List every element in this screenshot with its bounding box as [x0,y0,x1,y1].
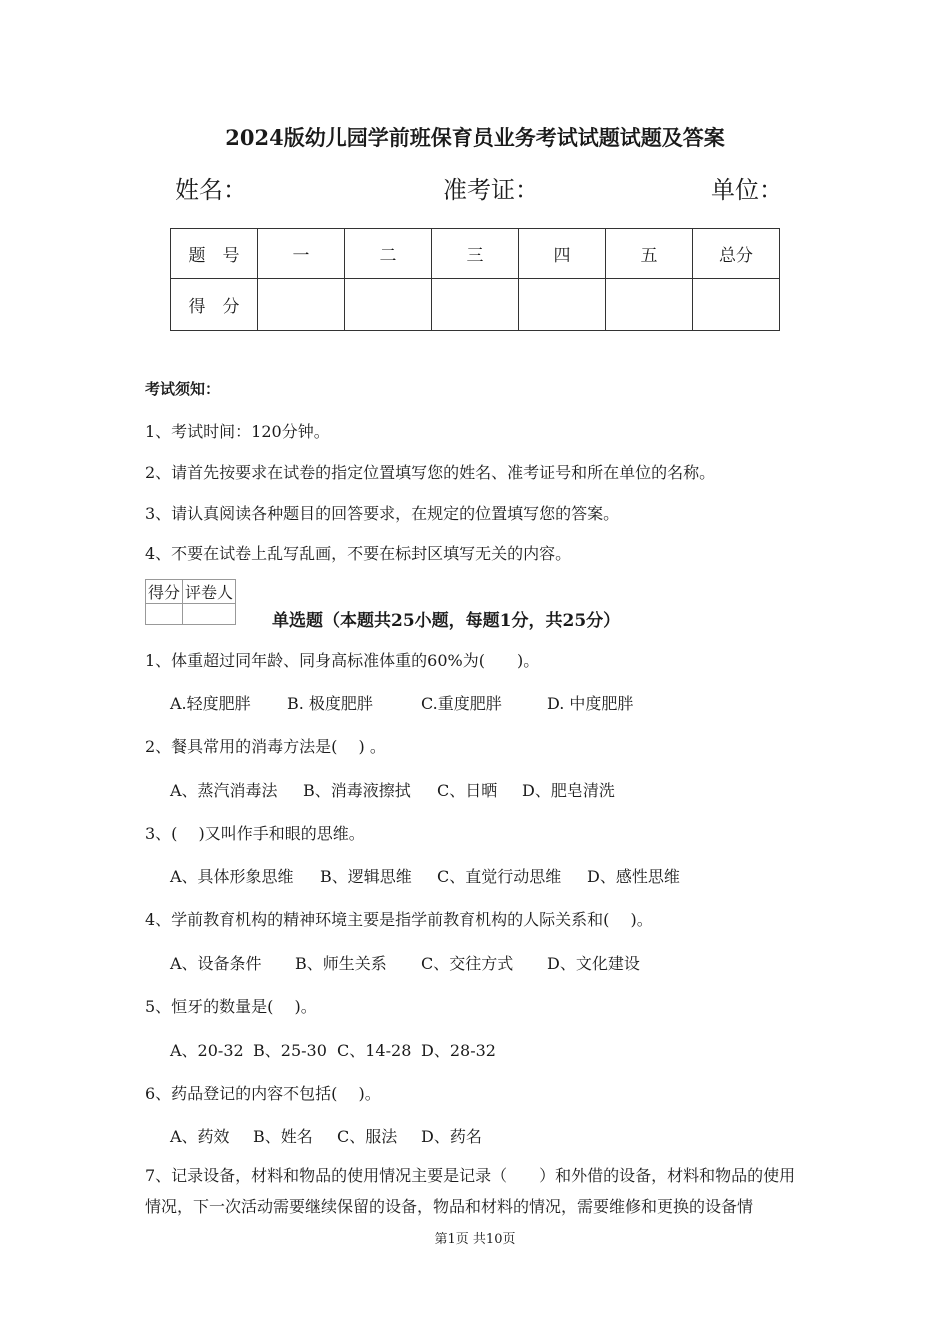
score-input-cell[interactable] [258,279,345,331]
score-row-label: 得 分 [171,279,258,331]
score-header-cell: 四 [519,229,606,279]
notice-item: 3、请认真阅读各种题目的回答要求，在规定的位置填写您的答案。 [145,504,620,523]
page-footer: 第1页 共10页 [434,1232,516,1247]
option-c[interactable]: C、日晒 [437,781,498,800]
option-a[interactable]: A、药效 [170,1127,230,1146]
question-stem: 4、学前教育机构的精神环境主要是指学前教育机构的人际关系和( )。 [145,910,653,929]
question-options [170,691,633,714]
section-title: 单选题（本题共25小题，每题1分，共25分） [272,611,621,631]
score-input-cell[interactable] [606,279,693,331]
score-table-score-row [171,279,780,331]
grader-name-cell[interactable] [183,604,236,625]
question-options [170,778,615,801]
option-a[interactable]: A、设备条件 [170,954,262,973]
question-options [170,951,640,974]
option-a[interactable]: A、具体形象思维 [170,867,294,886]
score-input-cell[interactable] [432,279,519,331]
score-header-cell: 一 [258,229,345,279]
score-input-cell[interactable] [345,279,432,331]
option-a[interactable]: A、蒸汽消毒法 [170,781,278,800]
name-label: 姓名： [175,176,247,204]
option-c[interactable]: C、交往方式 [421,954,514,973]
option-b[interactable]: B、逻辑思维 [320,867,412,886]
exam-id-label: 准考证： [443,176,539,204]
question-stem: 3、( )又叫作手和眼的思维。 [145,824,365,843]
option-a[interactable]: A、20-32 [170,1041,244,1060]
grader-score-label: 得分 [146,580,183,604]
option-d[interactable]: D、肥皂清洗 [522,781,615,800]
question-stem: 7、记录设备，材料和物品的使用情况主要是记录（ ）和外借的设备，材料和物品的使用情况，下一次活动需要继续保留的设备，物品和材料的情况，需要维修和更换的设备情 [145,1166,796,1216]
question-stem: 1、体重超过同年龄、同身高标准体重的60%为( )。 [145,651,540,670]
notice-heading: 考试须知： [145,380,221,398]
option-d[interactable]: D、28-32 [421,1041,496,1060]
option-c[interactable]: C.重度肥胖 [421,694,502,713]
notice-item: 2、请首先按要求在试卷的指定位置填写您的姓名、准考证号和所在单位的名称。 [145,463,716,482]
notice-item: 1、考试时间：120分钟。 [145,422,330,441]
question-options [170,1038,496,1061]
question-stem: 5、恒牙的数量是( )。 [145,997,317,1016]
question-stem: 6、药品登记的内容不包括( )。 [145,1084,381,1103]
option-c[interactable]: C、服法 [337,1127,398,1146]
grader-score-cell[interactable] [146,604,183,625]
option-d[interactable]: D、药名 [421,1127,482,1146]
option-b[interactable]: B. 极度肥胖 [287,694,373,713]
score-header-cell: 题 号 [171,229,258,279]
option-d[interactable]: D、感性思维 [587,867,680,886]
notice-item: 4、不要在试卷上乱写乱画，不要在标封区填写无关的内容。 [145,544,572,563]
option-b[interactable]: B、25-30 [253,1041,327,1060]
grader-box [145,579,236,625]
page-title: 2024版幼儿园学前班保育员业务考试试题试题及答案 [225,125,725,150]
option-d[interactable]: D、文化建设 [547,954,640,973]
score-input-cell[interactable] [519,279,606,331]
score-header-cell: 二 [345,229,432,279]
grader-name-label: 评卷人 [183,580,236,604]
score-header-cell: 总分 [693,229,780,279]
score-header-cell: 五 [606,229,693,279]
score-table [170,228,780,331]
score-input-cell[interactable] [693,279,780,331]
option-b[interactable]: B、姓名 [253,1127,313,1146]
option-c[interactable]: C、14-28 [337,1041,412,1060]
unit-label: 单位： [711,176,783,204]
score-header-cell: 三 [432,229,519,279]
option-b[interactable]: B、师生关系 [295,954,387,973]
option-a[interactable]: A.轻度肥胖 [170,694,251,713]
question-options [170,864,680,887]
score-table-header-row [171,229,780,279]
option-c[interactable]: C、直觉行动思维 [437,867,562,886]
question-stem: 2、餐具常用的消毒方法是( ) 。 [145,737,386,756]
question-options [170,1124,482,1147]
option-b[interactable]: B、消毒液擦拭 [303,781,411,800]
option-d[interactable]: D. 中度肥胖 [547,694,634,713]
